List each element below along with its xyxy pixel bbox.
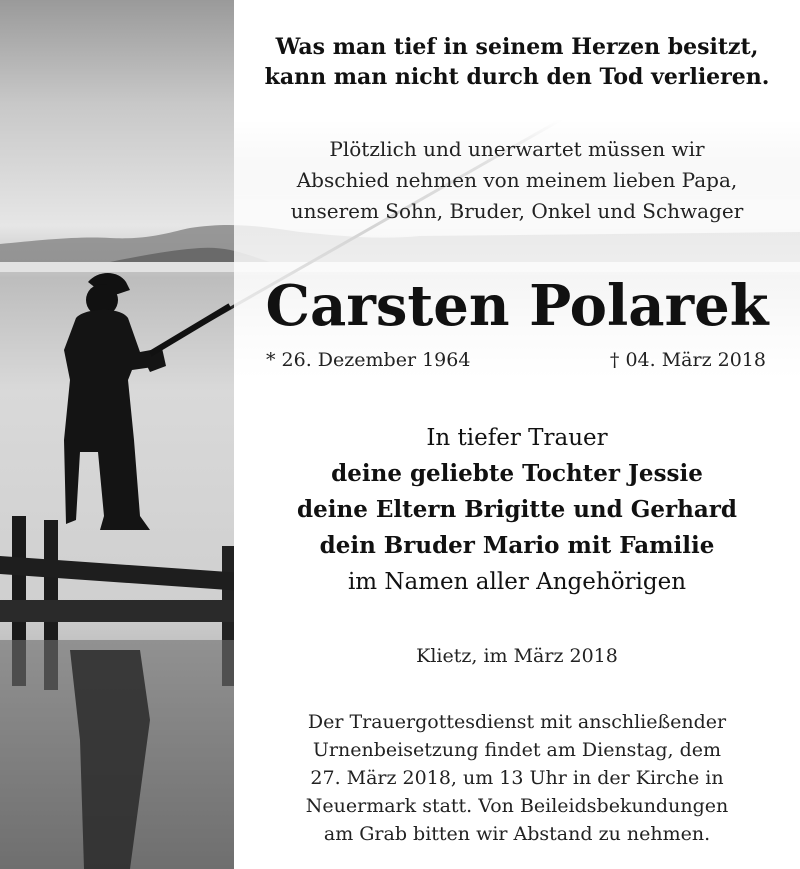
intro-line: Plötzlich und unerwartet müssen wir bbox=[329, 137, 705, 161]
deceased-name: Carsten Polarek bbox=[265, 273, 769, 339]
funeral-service-info bbox=[234, 708, 800, 848]
service-line: Der Trauergottesdienst mit anschließender bbox=[307, 711, 727, 733]
service-line: Urnenbeisetzung findet am Dienstag, dem bbox=[312, 739, 722, 761]
place-date: Klietz, im März 2018 bbox=[416, 645, 618, 667]
service-line: am Grab bitten wir Abstand zu nehmen. bbox=[323, 823, 711, 845]
death-date: † 04. März 2018 bbox=[609, 349, 766, 371]
mourning-closing: im Namen aller Angehörigen bbox=[347, 569, 687, 595]
intro-line: unserem Sohn, Bruder, Onkel und Schwager bbox=[290, 199, 744, 223]
mourning-heading: In tiefer Trauer bbox=[426, 425, 608, 451]
service-line: 27. März 2018, um 13 Uhr in der Kirche in bbox=[310, 767, 724, 789]
mourner-line: deine geliebte Tochter Jessie bbox=[331, 460, 703, 487]
mourners bbox=[234, 420, 800, 600]
mourner-line: dein Bruder Mario mit Familie bbox=[319, 532, 715, 559]
notice-text bbox=[234, 0, 800, 869]
intro bbox=[234, 134, 800, 227]
motto-line: kann man nicht durch den Tod verlieren. bbox=[264, 64, 770, 90]
mourner-line: deine Eltern Brigitte und Gerhard bbox=[297, 496, 737, 523]
birth-date: * 26. Dezember 1964 bbox=[266, 349, 471, 371]
service-line: Neuermark statt. Von Beileidsbekundungen bbox=[305, 795, 729, 817]
motto bbox=[234, 32, 800, 92]
motto-line: Was man tief in seinem Herzen besitzt, bbox=[275, 34, 759, 60]
intro-line: Abschied nehmen von meinem lieben Papa, bbox=[296, 168, 738, 192]
